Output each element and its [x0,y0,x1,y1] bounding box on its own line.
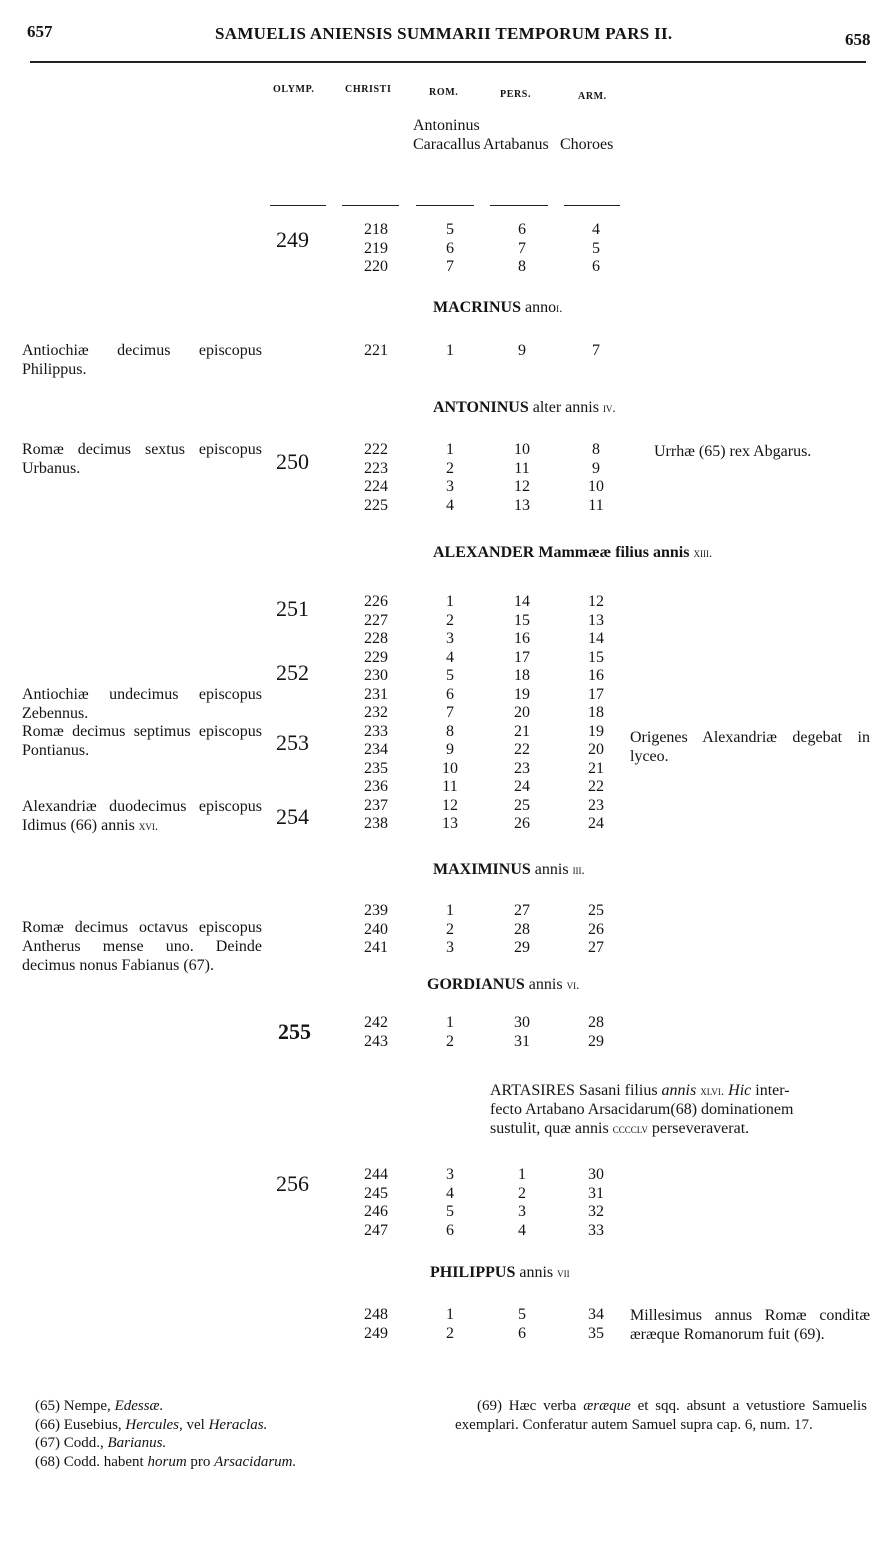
left-note: Romæ decimus octavus episcopus Antherus mense uno. Deinde decimus nonus Fabianus (67). [22,919,262,974]
ruler-heading-maximinus: MAXIMINUS annis iii. [433,861,585,878]
column-divider [270,205,326,206]
ruler-arm: Choroes [560,136,614,153]
rom-column: 1 2 3 [446,902,454,956]
pers-column: 1 2 3 4 [518,1166,526,1239]
arm-column: 4 5 6 [592,221,600,275]
left-note: Romæ decimus septimus episcopus Pontianus. [22,723,262,759]
olympiad-number: 255 [278,1019,311,1044]
footnote-65: (65) Nempe, Edessæ. [35,1398,164,1414]
artasires-paragraph: ARTASIRES Sasani filius annis xlvi. Hic inter- fecto Artabano Arsacidarum(68) dominationem sustulit, quæ annis cccclv perseveraverat. [490,1082,794,1137]
arm-column: 25 26 27 [588,902,604,956]
arm-column: 7 [592,342,600,359]
right-note: Origenes Alexandriæ degebat in lyceo. [630,729,870,765]
olympiad-number: 252 [276,660,309,685]
page-number-left: 657 [27,22,53,41]
ruler-heading-alexander: ALEXANDER Mammææ filius annis xiii. [433,544,713,561]
ruler-rom: Antoninus Caracallus [413,117,481,153]
pers-column: 6 7 8 [518,221,526,275]
christi-column: 226 227 228 229 230 231 232 233 234 235 236 237 238 [364,593,388,832]
arm-column: 28 29 [588,1014,604,1050]
christi-column: 244 245 246 247 [364,1166,388,1239]
left-note: Antiochiæ undecimus episcopus Zebennus. [22,686,262,722]
rom-column: 3 4 5 6 [446,1166,454,1239]
footnote-68: (68) Codd. habent horum pro Arsacidarum. [35,1453,297,1470]
pers-column: 10 11 12 13 [514,441,530,514]
column-divider [416,205,474,206]
right-note: Millesimus annus Romæ conditæ æræque Romanorum fuit (69). [630,1307,870,1343]
christi-column: 248 249 [364,1306,388,1342]
left-note: Alexandriæ duodecimus episcopus Idimus (66) annis xvi. [22,798,262,834]
pers-column: 27 28 29 [514,902,530,956]
olympiad-number: 250 [276,449,309,474]
page-number-right: 658 [845,30,871,49]
footnote-66: (66) Eusebius, Hercules, vel Heraclas. [35,1416,268,1433]
column-header-christi: CHRISTI [345,84,392,95]
rom-column: 5 6 7 [446,221,454,275]
pers-column: 9 [518,342,526,359]
footnotes-left [35,1397,415,1471]
left-note: Antiochiæ decimus episcopus Philippus. [22,342,262,378]
column-header-olymp: OLYMP. [273,84,315,95]
column-divider [564,205,620,206]
right-note: Urrhæ (65) rex Abgarus. [654,443,812,460]
rom-column: 1 2 3 4 [446,441,454,514]
ruler-heading-macrinus: MACRINUS annoi. [433,299,563,316]
footnote-67: (67) Codd., Barianus. [35,1435,167,1451]
arm-column: 34 35 [588,1306,604,1342]
ruler-heading-antoninus: ANTONINUS alter annis iv. [433,399,616,416]
running-title: SAMUELIS ANIENSIS SUMMARII TEMPORUM PARS II. [215,24,673,43]
header-rule [30,61,866,63]
column-divider [342,205,399,206]
arm-column: 30 31 32 33 [588,1166,604,1239]
arm-column: 12 13 14 15 16 17 18 19 20 21 22 23 24 [588,593,604,832]
arm-column: 8 9 10 11 [588,441,604,514]
olympiad-number: 254 [276,804,309,829]
column-header-arm: ARM. [578,91,607,102]
ruler-heading-gordianus: GORDIANUS annis vi. [427,976,580,993]
rom-column: 1 2 3 4 5 6 7 8 9 10 11 12 13 [442,593,458,832]
rom-column: 1 [446,342,454,359]
pers-column: 30 31 [514,1014,530,1050]
footnote-69: (69) Hæc verba æræque et sqq. absunt a vetustiore Samuelis exemplari. Conferatur autem Samuel supra cap. 6, num. 17. [455,1398,867,1433]
olympiad-number: 251 [276,596,309,621]
christi-column: 239 240 241 [364,902,388,956]
christi-column: 222 223 224 225 [364,441,388,514]
pers-column: 14 15 16 17 18 19 20 21 22 23 24 25 26 [514,593,530,832]
rom-column: 1 2 [446,1306,454,1342]
christi-column: 218 219 220 [364,221,388,275]
christi-column: 242 243 [364,1014,388,1050]
ruler-heading-philippus: PHILIPPUS annis vii [430,1264,570,1281]
left-note: Romæ decimus sextus episcopus Urbanus. [22,441,262,477]
column-divider [490,205,548,206]
christi-column: 221 [364,342,388,359]
olympiad-number: 253 [276,730,309,755]
column-header-pers: PERS. [500,89,532,100]
ruler-pers: Artabanus [483,136,549,153]
column-header-rom: ROM. [429,87,459,98]
olympiad-number: 249 [276,227,309,252]
rom-column: 1 2 [446,1014,454,1050]
olympiad-number: 256 [276,1171,309,1196]
pers-column: 5 6 [518,1306,526,1342]
